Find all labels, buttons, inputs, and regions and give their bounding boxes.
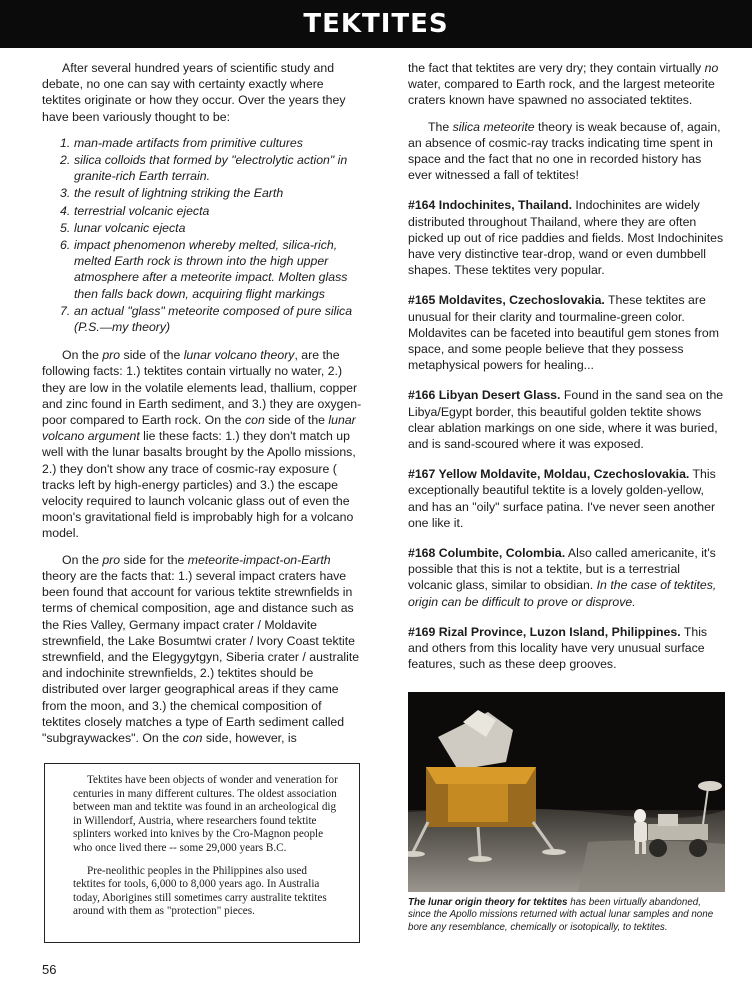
sidebar-paragraph: Pre-neolithic peoples in the Philippines also used tektites for tools, 6,000 to 8,000 years ago. In Australia today, Aborigines still sometimes carry australite tektites around with them as "protection" pieces. [73, 864, 327, 918]
specimen-169: #169 Rizal Province, Luzon Island, Philippines. This and others from this locality have very unusual surface features, such as these deep grooves. [408, 624, 708, 672]
moon-landing-illustration [408, 692, 725, 892]
page-number: 56 [42, 962, 57, 977]
specimen-166: #166 Libyan Desert Glass. Found in the sand sea on the Libya/Egypt border, this beautiful golden tektite shows clear ablation markings on one side, where it was buried, and is sand-scoured where it was exposed. [408, 388, 724, 452]
sidebar-box [44, 763, 360, 943]
list-item: 6. impact phenomenon whereby melted, silica-rich, melted Earth rock is thrown into the high upper atmosphere after a meteorite impact. Molten glass then falls back down, acquiring flight markings [60, 238, 348, 301]
specimen-164: #164 Indochinites, Thailand. Indochinites are widely distributed throughout Thailand, where they are often picked up out of rice paddies and fields. Most Indochinites have very distinctive tear-drop, wand or even dumbbell shapes. These tektites very popular. [408, 198, 724, 278]
sidebar-paragraph: Tektites have been objects of wonder and veneration for centuries in many different cultures. The oldest association between man and tektite was found in an archeological dig in Willendorf, Austria, where researchers found tektite splinters worked into knives by the Cro-Magnon people who once lived there -- some 29,000 years B.C. [73, 774, 338, 854]
list-item: 3. the result of lightning striking the Earth [60, 186, 284, 201]
list-item: 5. lunar volcanic ejecta [60, 220, 186, 235]
impact-theory-paragraph: On the pro side for the meteorite-impact-on-Earth theory are the facts that: 1.) several impact craters have been found that account for various tektite strewnfields in terms of chemical composition, age and distance such as the Ries Valley, Germany impact crater / Moldavite strewnfield, the Lake Bosumtwi crater / Ivory Coast tektite strewnfield, and the Elegygytgyn, Siberia crater / australite and indochinite strewnfields, 2.) tektites should be distributed over larger geographical areas if they came from the moon, and 3.) the chemical composition of tektites closely matches a type of Earth sediment called "subgraywackes". On the con side, however, is [42, 552, 360, 745]
intro-paragraph: After several hundred years of scientific study and debate, no one can say with certainty exactly where tektites originate or how they occur. Over the years they have been variously thought to be: [42, 61, 346, 124]
lunar-module-photo [408, 692, 725, 892]
lunar-volcano-paragraph: On the pro side of the lunar volcano theory, are the following facts: 1.) tektites contain virtually no water, 2.) they are low in the volatile elements lead, thallium, copper and zinc found in Earth sediment, and 3.) they are oxygen-poor compared to Earth rock. On the con side of the lunar volcano argument lie these facts: 1.) they don't match up well with the lunar basalts brought by the Apollo missions, 2.) they don't show any trace of cosmic-ray exposure ( tracks left by high-energy particles) and 3.) the escape velocity required to launch volcanic glass out of even the moon's gravitational field is improbably high for a volcano model. [42, 348, 362, 541]
specimen-167: #167 Yellow Moldavite, Moldau, Czechoslovakia. This exceptionally beautiful tektite is a lovely golden-yellow, and has an "oily" surface patina. I've never seen another one like it. [408, 467, 716, 530]
list-item: 7. an actual "glass" meteorite composed of pure silica (P.S.—my theory) [60, 303, 353, 335]
silica-paragraph: The silica meteorite theory is weak because of, again, an absence of cosmic-ray tracks indicating time spent in space and the fact that no one in recorded history has ever witnessed a fall of tektites! [408, 119, 721, 183]
continued-paragraph: the fact that tektites are very dry; they contain virtually no water, compared to Earth rock, and the largest meteorite craters known have spawned no associated tektites. [408, 61, 719, 108]
right-column [408, 60, 726, 687]
photo-caption: The lunar origin theory for tektites has been virtually abandoned, since the Apollo missions returned with actual lunar samples and none bore any resemblance, chemically or isotopically, to tektites. [408, 897, 714, 933]
theory-list [42, 135, 362, 335]
list-item: 1. man-made artifacts from primitive cultures [60, 135, 303, 150]
list-item: 4. terrestrial volcanic ejecta [60, 203, 210, 218]
left-column [42, 60, 362, 756]
specimen-168: #168 Columbite, Colombia. Also called americanite, it's possible that this is not a tektite, but is a terrestrial volcanic glass, similar to obsidian. In the case of tektites, origin can be difficult to prove or disprove. [408, 546, 717, 609]
page-title: TEKTITES [0, 0, 752, 48]
list-item: 2. silica colloids that formed by "electrolytic action" in granite-rich Earth terrain. [60, 153, 348, 184]
specimen-165: #165 Moldavites, Czechoslovakia. These tektites are unusual for their clarity and tourmaline-green color. Moldavites can be faceted into beautiful gem stones from space, and some people believe that they possess metaphysical powers for healing... [408, 293, 720, 373]
